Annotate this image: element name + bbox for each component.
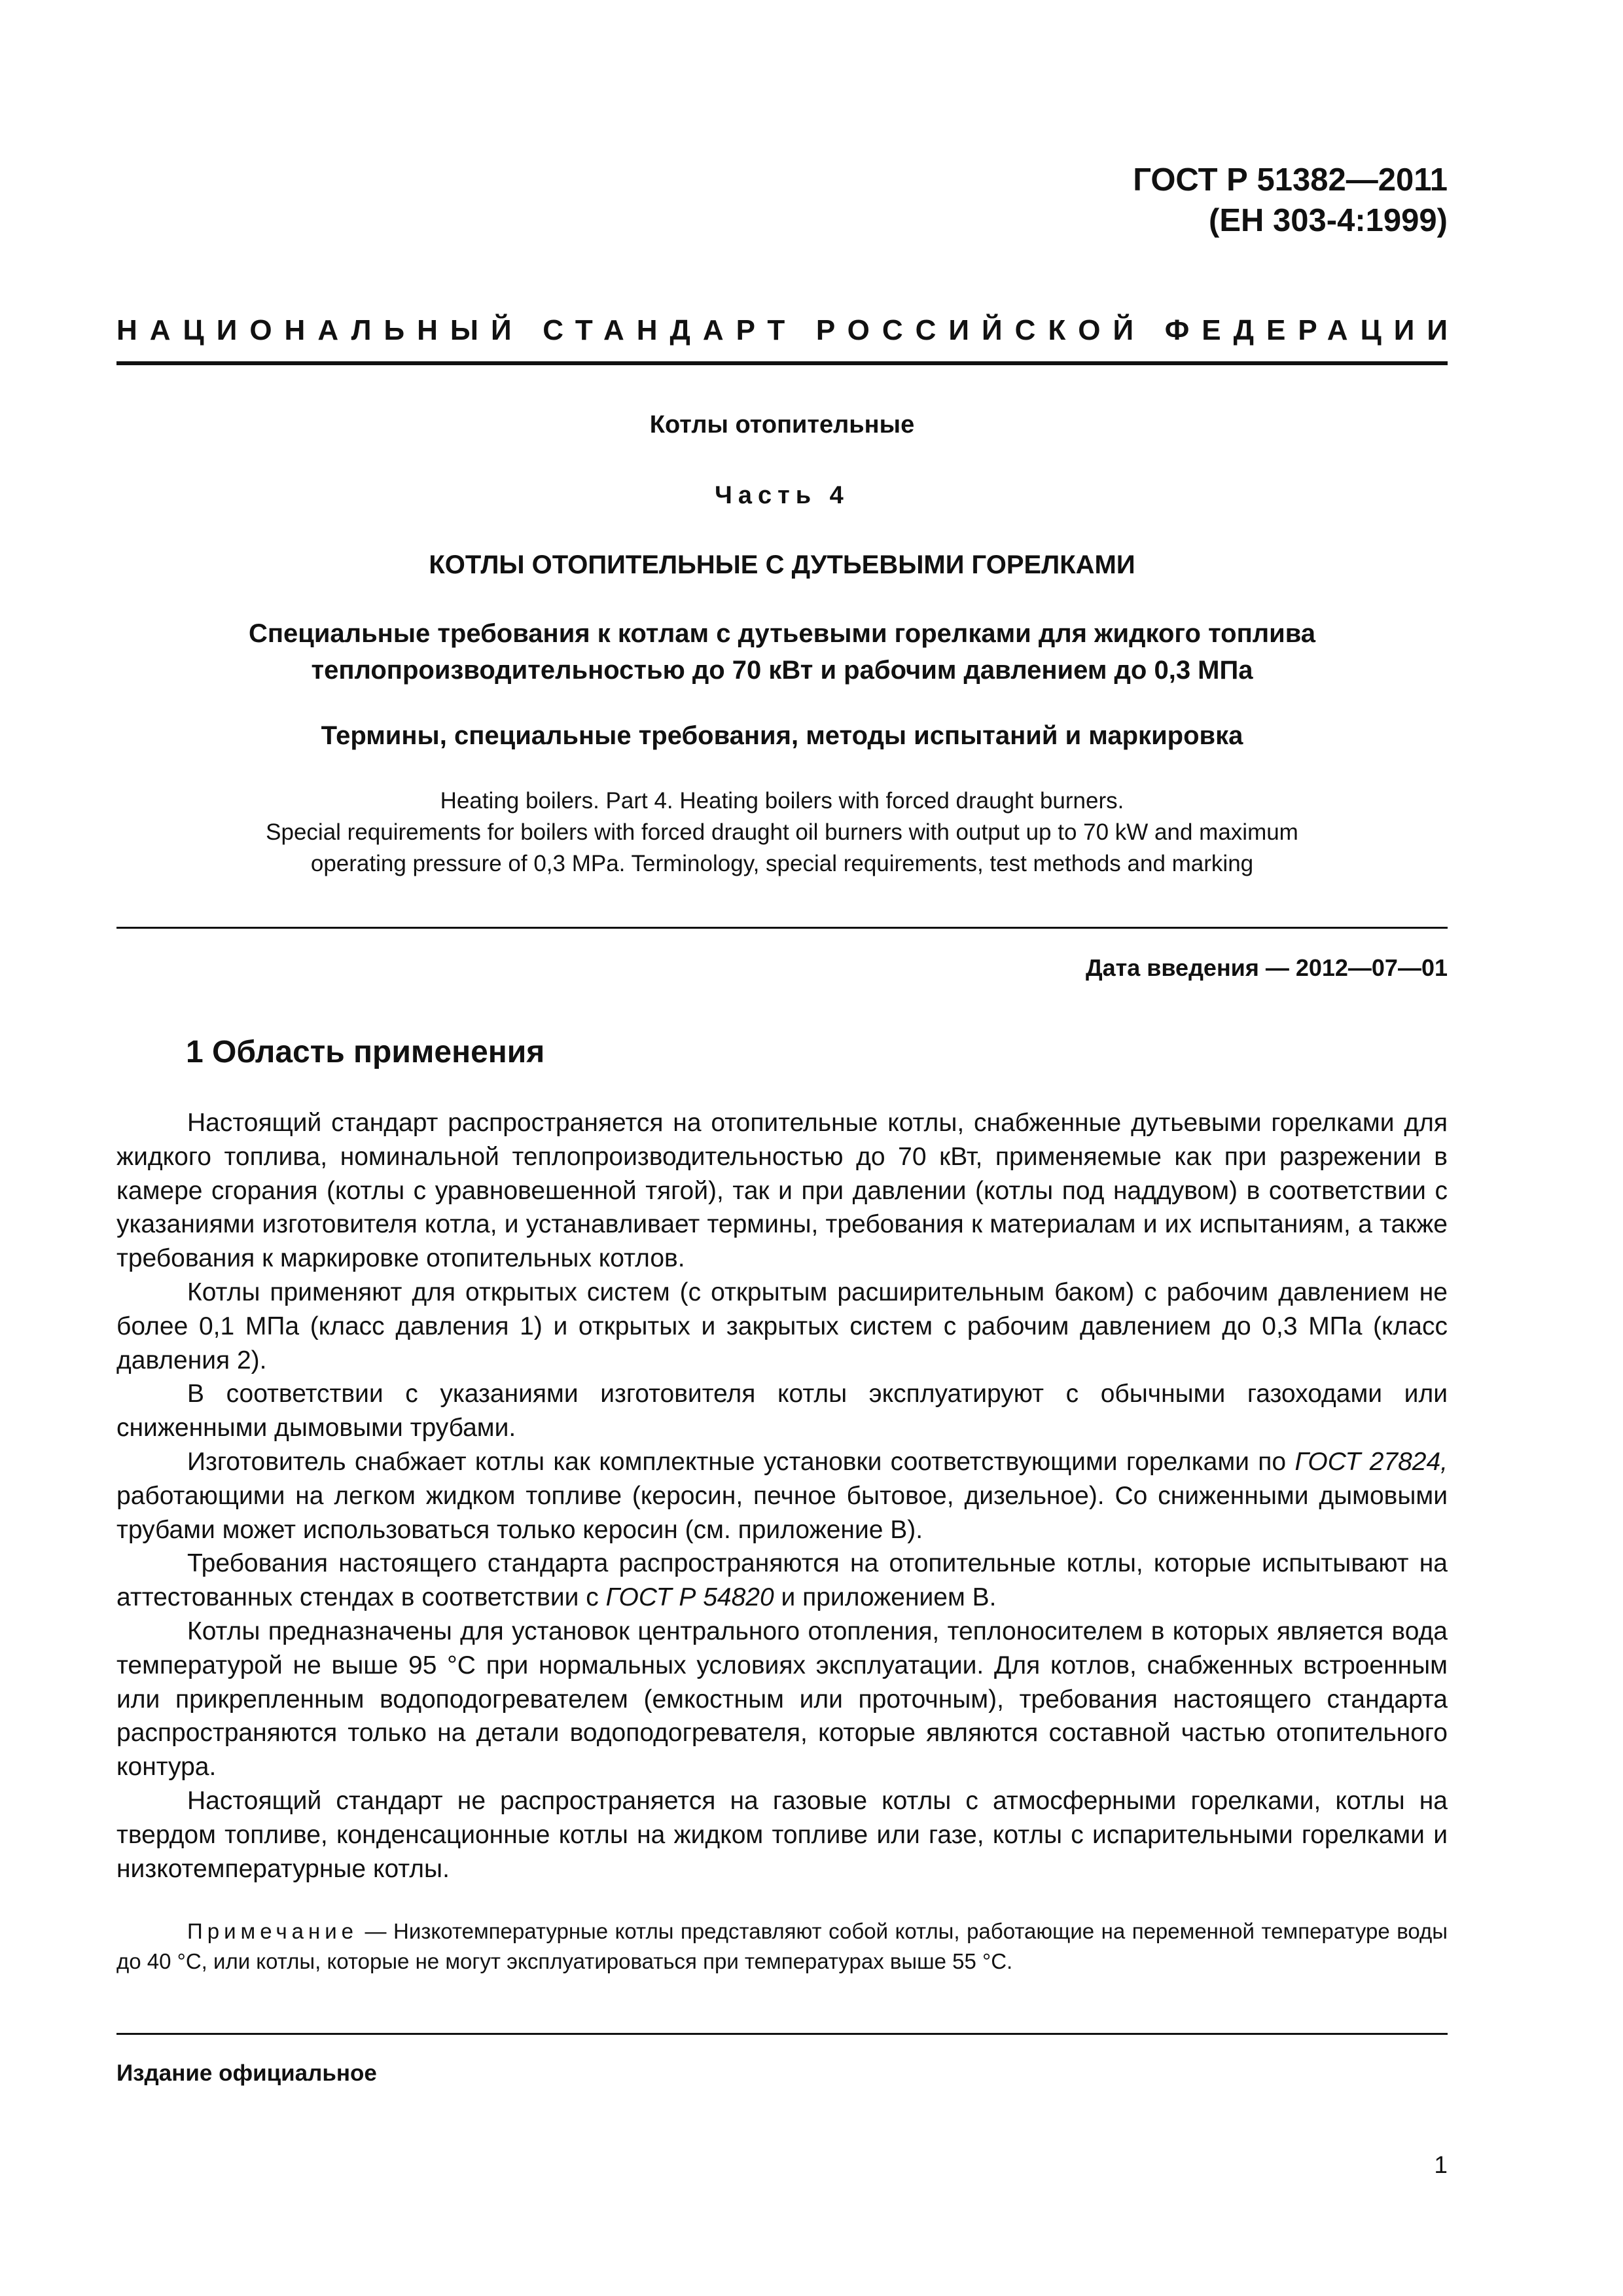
- footer-rule: [116, 2033, 1448, 2035]
- banner-word: РОССИЙСКОЙ: [815, 314, 1147, 346]
- banner-word: ФЕДЕРАЦИИ: [1164, 314, 1460, 346]
- en-number: (ЕН 303-4:1999): [1209, 203, 1448, 238]
- note-text: — Низкотемпературные котлы представляют собой котлы, работающие на переменной температуре воды до 40 °С, или котлы, которые не могут эксплуатироваться при температурах выше 55 °С.: [116, 1919, 1448, 1973]
- paragraph: Изготовитель снабжает котлы как комплектные установки соответствующими горелками по ГОСТ 27824, работающими на легком жидком топливе (керосин, печное бытовое, дизельное). Со сниженными дымовыми трубами может использоваться только керосин (см. приложение В).: [116, 1447, 1448, 1544]
- part-label: Часть 4: [715, 482, 849, 509]
- english-title: Heating boilers. Part 4. Heating boilers with forced draught burners. Special requirements for boilers with forced draught oil burners with output up to 70 kW and maximum operating pressure of 0,3 MPa. Terminology, special requirements, test methods and marking: [266, 788, 1298, 876]
- title-line: Котлы отопительные: [649, 411, 915, 439]
- reference-link: ГОСТ Р 54820: [605, 1583, 774, 1612]
- paragraph: Котлы предназначены для установок центрального отопления, теплоносителем в которых является вода температурой не выше 95 °С при нормальных условиях эксплуатации. Для котлов, снабженных встроенным или прикрепленным водоподогревателем (емкостным или проточным), требования настоящего стандарта распространяются только на детали водоподогревателя, которые являются составной частью отопительного контура.: [116, 1617, 1448, 1782]
- section-heading: 1 Область применения: [186, 1035, 545, 1069]
- section-body: [116, 1106, 1448, 1886]
- edition-label: Издание официальное: [116, 2060, 377, 2086]
- page-number: 1: [1434, 2151, 1448, 2178]
- paragraph: В соответствии с указаниями изготовителя котлы эксплуатируют с обычными газоходами или сниженными дымовыми трубами.: [116, 1380, 1448, 1443]
- note-label: Примечание: [187, 1919, 359, 1943]
- reference-link: ГОСТ 27824,: [1294, 1447, 1448, 1476]
- gost-number: ГОСТ Р 51382—2011: [1133, 162, 1448, 198]
- document-page: [116, 0, 1460, 2296]
- banner-word: СТАНДАРТ: [543, 314, 798, 346]
- paragraph: Настоящий стандарт распространяется на отопительные котлы, снабженные дутьевыми горелками для жидкого топлива, номинальной теплопроизводительностью до 70 кВт, применяемые как при разрежении в камере сгорания (котлы с уравновешенной тягой), так и при давлении (котлы под наддувом) в соответствии с указаниями изготовителя котла, и устанавливает термины, требования к материалам и их испытаниям, а также требования к маркировке отопительных котлов.: [116, 1109, 1448, 1273]
- subtitle-requirements: Специальные требования к котлам с дутьевыми горелками для жидкого топлива теплопроизводительностью до 70 кВт и рабочим давлением до 0,3 МПа: [248, 619, 1316, 685]
- header-rule: [116, 361, 1448, 365]
- paragraph: Настоящий стандарт не распространяется на газовые котлы с атмосферными горелками, котлы на твердом топливе, конденсационные котлы на жидком топливе или газе, котлы с испарительными горелками и низкотемпературные котлы.: [116, 1786, 1448, 1883]
- banner-word: НАЦИОНАЛЬНЫЙ: [116, 314, 524, 346]
- standard-designation: [1133, 160, 1448, 241]
- subtitle-scope: Термины, специальные требования, методы испытаний и маркировка: [321, 721, 1243, 750]
- paragraph: Требования настоящего стандарта распространяются на отопительные котлы, которые испытывают на аттестованных стендах в соответствии с ГОСТ Р 54820 и приложением В.: [116, 1549, 1448, 1612]
- paragraph: Котлы применяют для открытых систем (с открытым расширительным баком) с рабочим давлением не более 0,1 МПа (класс давления 1) и открытых и закрытых систем с рабочим давлением до 0,3 МПа (класс давления 2).: [116, 1278, 1448, 1374]
- title-rule: [116, 927, 1448, 929]
- introduction-date: Дата введения — 2012—07—01: [1085, 954, 1448, 981]
- main-title: КОТЛЫ ОТОПИТЕЛЬНЫЕ С ДУТЬЕВЫМИ ГОРЕЛКАМИ: [429, 550, 1135, 579]
- note: [116, 1916, 1448, 1977]
- national-standard-banner: [116, 310, 1460, 351]
